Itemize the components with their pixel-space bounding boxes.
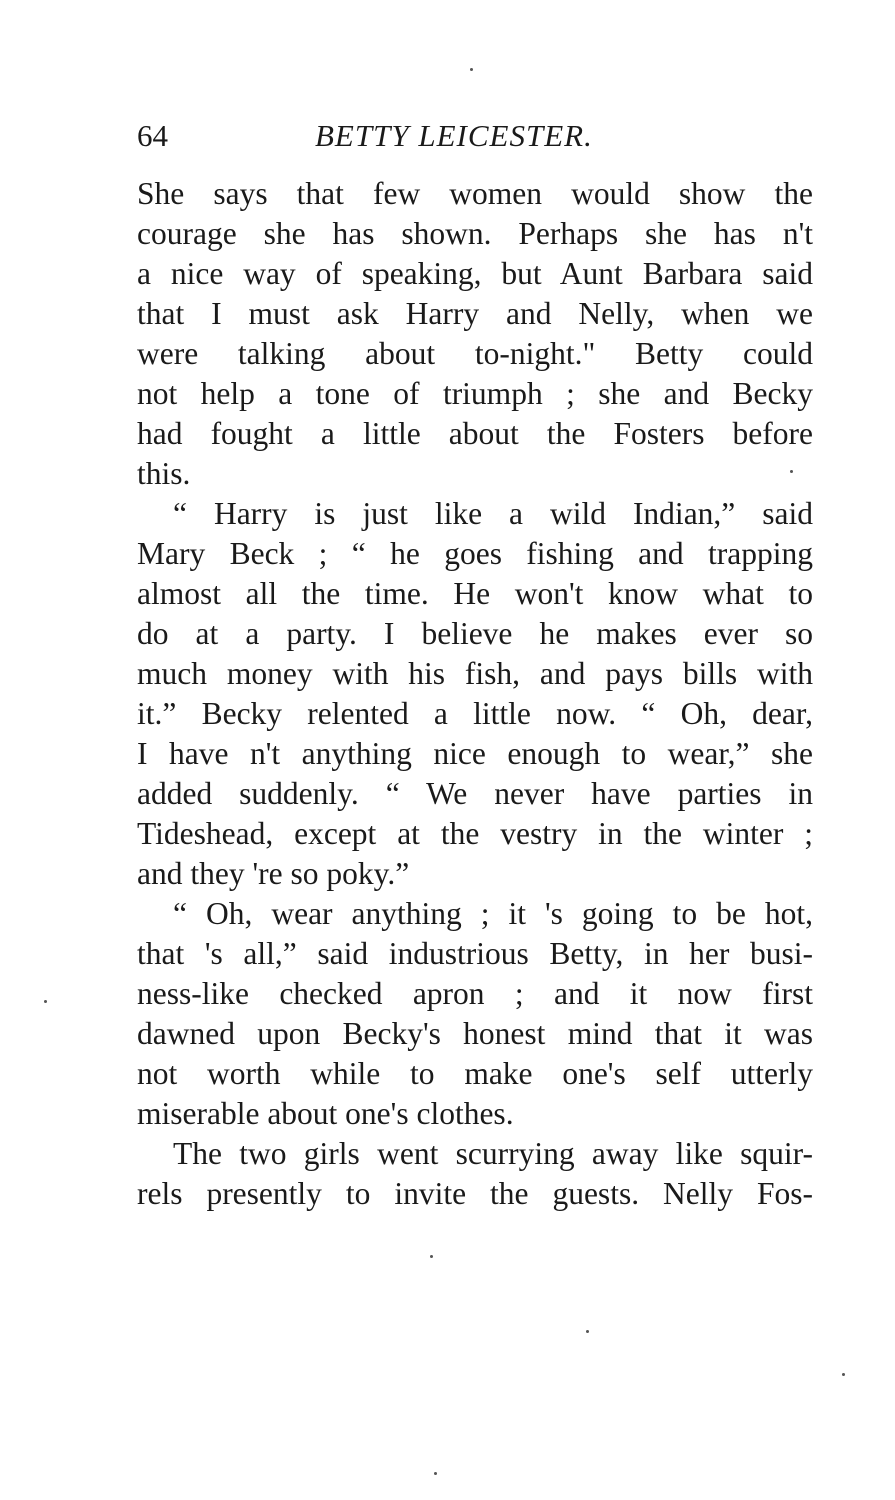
page-number: 64	[137, 118, 168, 153]
running-head	[137, 116, 813, 156]
text-line: it.” Becky relented a little now. “ Oh, dear,	[137, 696, 813, 731]
text-line: much money with his fish, and pays bills with	[137, 656, 813, 691]
text-line: and they 're so poky.”	[137, 856, 410, 891]
text-line: do at a party. I believe he makes ever so	[137, 616, 813, 651]
text-line: that I must ask Harry and Nelly, when we	[137, 296, 813, 331]
text-line: Mary Beck ; “ he goes fishing and trapping	[137, 536, 813, 571]
scan-speck	[790, 470, 793, 473]
paragraph	[137, 174, 813, 494]
text-line: The two girls went scurrying away like squir-	[173, 1136, 813, 1171]
text-line: I have n't anything nice enough to wear,” she	[137, 736, 813, 771]
text-line: ness-like checked apron ; and it now first	[137, 976, 813, 1011]
scan-speck	[586, 1330, 589, 1333]
scan-speck	[44, 1000, 47, 1003]
text-line: “ Oh, wear anything ; it 's going to be hot,	[173, 896, 813, 931]
text-line: had fought a little about the Fosters before	[137, 416, 813, 451]
text-line: not worth while to make one's self utterly	[137, 1056, 813, 1091]
text-line: dawned upon Becky's honest mind that it was	[137, 1016, 813, 1051]
text-line: Tideshead, except at the vestry in the winter ;	[137, 816, 813, 851]
text-line: miserable about one's clothes.	[137, 1096, 514, 1131]
scan-speck	[430, 1255, 433, 1258]
body-text	[137, 174, 813, 1214]
paragraph	[137, 894, 813, 1134]
text-line: She says that few women would show the	[137, 176, 813, 211]
text-line: courage she has shown. Perhaps she has n't	[137, 216, 813, 251]
text-line: were talking about to-night." Betty could	[137, 336, 813, 371]
scan-speck	[470, 68, 473, 71]
paragraph	[137, 1134, 813, 1214]
paragraph	[137, 494, 813, 894]
running-title: BETTY LEICESTER.	[315, 118, 593, 153]
text-line: this.	[137, 456, 191, 491]
text-line: added suddenly. “ We never have parties in	[137, 776, 813, 811]
scan-speck	[842, 1373, 845, 1376]
scan-speck	[434, 1472, 437, 1475]
text-line: not help a tone of triumph ; she and Becky	[137, 376, 813, 411]
text-line: rels presently to invite the guests. Nelly Fos-	[137, 1176, 813, 1211]
text-line: a nice way of speaking, but Aunt Barbara said	[137, 256, 813, 291]
text-line: that 's all,” said industrious Betty, in her busi-	[137, 936, 813, 971]
text-line: “ Harry is just like a wild Indian,” said	[173, 496, 813, 531]
text-line: almost all the time. He won't know what to	[137, 576, 813, 611]
